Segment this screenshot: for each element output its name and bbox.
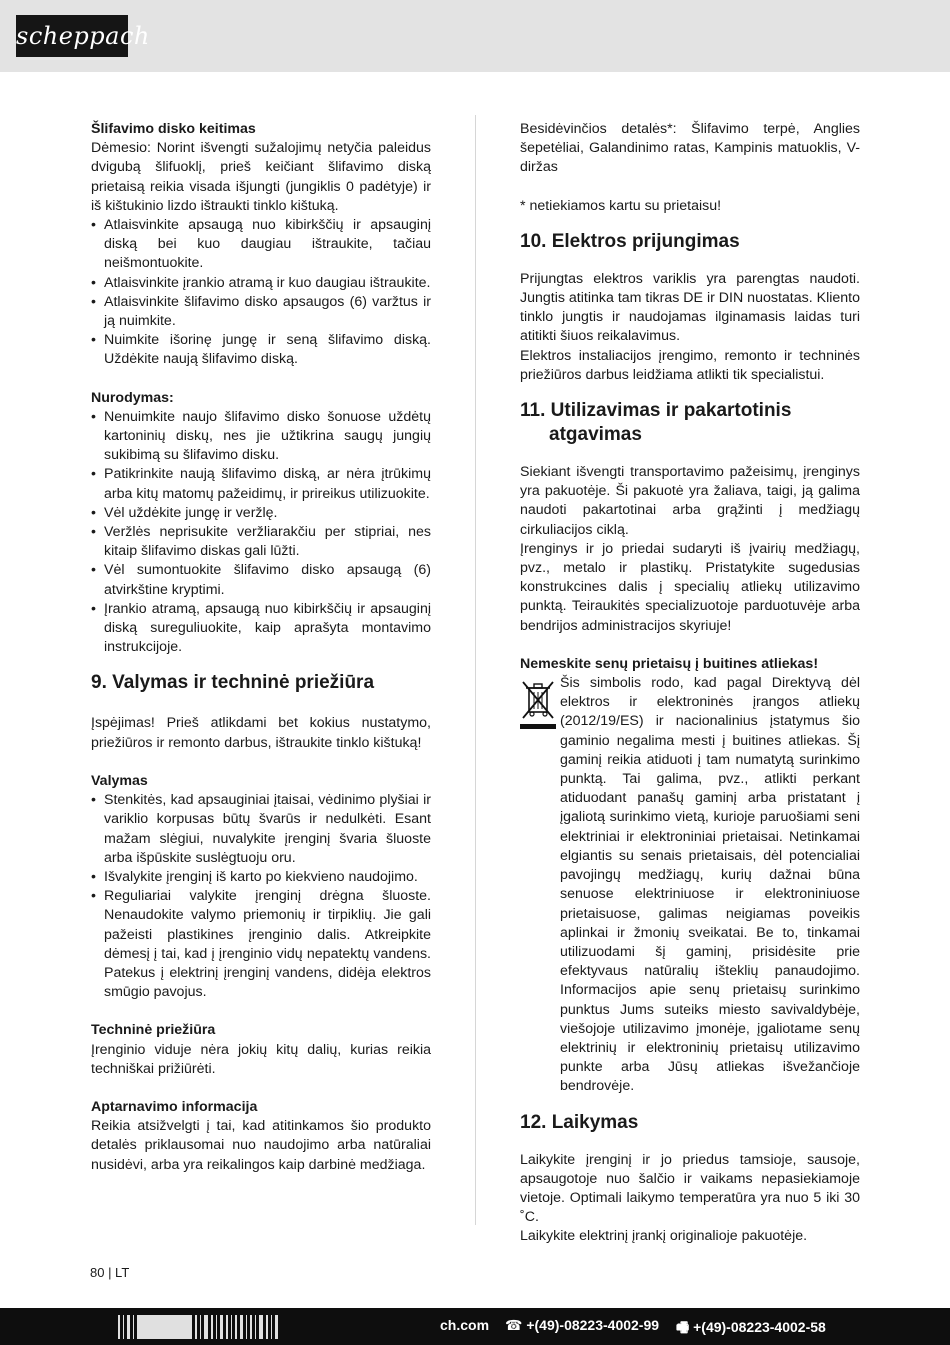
electrical-text-2: Elektros instaliacijos įrengimo, remonto ir techninės priežiūros darbus leidžiama atlikti tik specialistui.: [520, 347, 860, 383]
disc-change-warning: Dėmesio: Norint išvengti sužalojimų netyčia paleidus dvigubą šlifuoklį, prieš keičiant šlifavimo diską prietaisą reikia visada išjungti (jungiklis 0 padėtyje) ir iš kištukinio lizdo ištraukti tinklo kištuką.: [91, 140, 431, 214]
list-item: • Stenkitės, kad apsauginiai įtaisai, vėdinimo plyšiai ir variklio korpusas būtų švarūs ir nedulkėti. Esant mažam slėgiui, nuvalykite įrenginį švaria šluoste arba išpūskite suslėgtuoju oru.: [91, 791, 431, 868]
disposal-text: Siekiant išvengti transportavimo pažeisimų, įrenginys yra pakuotėje. Ši pakuotė yra žaliava, taigi, ją galima naudoti pakartotinai arba grąžinti į medžiagų cirkuliacijos ciklą.: [520, 464, 860, 538]
list-item: • Įrankio atramą, apsaugą nuo kibirkščių ir apsauginį diską sureguliuokite, kaip aprašyta montavimo instrukcijoje.: [91, 600, 431, 658]
footer-phone: ☎ +(49)-08223-4002-99: [505, 1317, 660, 1333]
section-title-disc-change: Šlifavimo disko keitimas: [91, 121, 256, 137]
wear-parts-footnote: * netiekiamos kartu su prietaisu!: [520, 197, 722, 214]
storage-text: Laikykite įrenginį ir jo priedus tamsioje, sausoje, apsaugotoje nuo šalčio ir vaikams nepasiekiamoje vietoje. Optimali laikymo temperatūra yra nuo 5 iki 30 ˚C.: [520, 1151, 860, 1226]
page-footer: [0, 1308, 950, 1345]
section-heading-12: 12. Laikymas: [520, 1111, 639, 1133]
service-text: Reikia atsižvelgti į tai, kad atitinkamos šio produkto detalės priklausomai nuo naudojimo arba natūraliai nusidėvi, arba yra reikalingos kaip darbinė medžiaga.: [91, 1118, 431, 1173]
list-item: • Išvalykite įrenginį iš karto po kiekvieno naudojimo.: [91, 868, 431, 887]
storage-text-2: Laikykite elektrinį įrankį originalioje pakuotėje.: [520, 1228, 808, 1245]
list-item: • Nuimkite išorinę jungę ir seną šlifavimo diską. Uždėkite naują šlifavimo diską.: [91, 331, 431, 369]
list-item: • Nenuimkite naujo šlifavimo disko šonuose uždėtų kartoninių diskų, nes jie užtikrina saugų jungių sukibimą su šlifavimo disku.: [91, 408, 431, 466]
list-item: • Vėl uždėkite jungę ir veržlę.: [91, 504, 431, 523]
note-list: [91, 408, 431, 658]
maintenance-title: Techninė priežiūra: [91, 1022, 216, 1039]
left-column: [91, 120, 431, 1175]
maintenance-text: Įrenginio viduje nėra jokių kitų dalių, kurias reikia techniškai prižiūrėti.: [91, 1041, 431, 1077]
disc-change-steps: [91, 216, 431, 370]
list-item: • Vėl sumontuokite šlifavimo disko apsaugą (6) atvirkštine kryptimi.: [91, 561, 431, 599]
cleaning-title: Valymas: [91, 772, 148, 789]
note-title: Nurodymas:: [91, 389, 174, 406]
service-title: Aptarnavimo informacija: [91, 1098, 258, 1115]
scheppach-logo: scheppach: [16, 15, 128, 57]
list-item: • Veržlės neprisukite veržliarakčiu per stipriai, nes kitaip šlifavimo diskas gali lūžti.: [91, 523, 431, 561]
maintenance-warning: Įspėjimas! Prieš atlikdami bet kokius nustatymo, priežiūros ir remonto darbus, ištraukite tinklo kištuką!: [91, 715, 431, 751]
electrical-text: Prijungtas elektros variklis yra parengtas naudoti. Jungtis atitinka tam tikras DE ir DIN nuostatas. Kliento tinklo jungtis ir naudojamas ilginamasis laidas turi atitikti šiuos reikalavimus.: [520, 270, 860, 345]
list-item: • Reguliariai valykite įrenginį drėgna šluoste. Nenaudokite valymo priemonių ir tirpiklių. Jie gali pažeisti plastikines įrenginio dalis. Atkreipkite dėmesį į tai, kad į įrenginio vidų nepatektų vandens. Patekus į elektrinį įrenginį vandens, didėja elektros smūgio pavojus.: [91, 887, 431, 1002]
section-heading-11: 11. Utilizavimas ir pakartotinis atgavimas: [520, 400, 792, 446]
right-column: [520, 120, 860, 1247]
disposal-text-2: Įrenginys ir jo priedai sudaryti iš įvairių medžiagų, pvz., metalo ir plastikų. Pristatykite sugedusias konstrukcines dalis į specialių atliekų utilizavimo punktą. Teiraukitės specializuotoje parduotuvėje arba bendrijos administracijos skyriuje!: [520, 540, 860, 634]
section-heading-10: 10. Elektros prijungimas: [520, 230, 740, 252]
barcode-graphic: [118, 1315, 438, 1339]
list-item: • Atlaisvinkite apsaugą nuo kibirkščių ir apsauginį diską bei kuo daugiau ištraukite, tačiau neišmontuokite.: [91, 216, 431, 274]
list-item: • Atlaisvinkite šlifavimo disko apsaugos (6) varžtus ir ją nuimkite.: [91, 293, 431, 331]
weee-text: Šis simbolis rodo, kad pagal Direktyvą dėl elektros ir elektroninės įrangos atliekų (2012/19/ES) ir nacionalinius įstatymus šio gaminio negalima mesti į buitines atliekas. Šį gaminį reikia atiduoti į tam numatytą surinkimo punktą. Tai galima, pvz., atlikti perkant atiduodant panašų gaminį arba pristatant į įgaliotą surinkimo vietą, kurioje paruošiami seni elektriniai ir elektroniniai prietaisai. Netinkamai elgiantis su senais prietaisais, dėl potencialiai pavojingų medžiagų, kurių dažnai būna senuose elektriniuose ir elektroniniuose prietaisuose, galimas neigiamas poveikis aplinkai ir žmonių sveikatai. Be to, tinkamai utilizuodami šį gaminį, prisidėsite prie efektyvaus natūralių išteklių panaudojimo. Informacijos apie senų prietaisų surinkimo punktus Jums suteiks miesto savivaldybėje, viešojoje utilizavimo įmonėje, įgaliotame senų elektrinių ir elektroninių prietaisų utilizavimo punkte arba Jūsų atliekas išvežančioje bendrovėje.: [560, 675, 860, 1095]
list-item: • Atlaisvinkite įrankio atramą ir kuo daugiau ištraukite.: [91, 274, 431, 293]
page-number: 80 | LT: [90, 1265, 130, 1280]
column-divider: [475, 115, 476, 1225]
footer-fax: 🖷 +(49)-08223-4002-58: [676, 1319, 826, 1335]
section-heading-9: 9. Valymas ir techninė priežiūra: [91, 672, 375, 694]
cleaning-list: [91, 791, 431, 1002]
weee-block: [520, 674, 860, 1096]
page-header: [0, 0, 950, 72]
crossed-bin-icon: [520, 680, 556, 730]
footer-website: ch.com: [440, 1317, 490, 1333]
list-item: • Patikrinkite naują šlifavimo diską, ar nėra įtrūkimų arba kitų matomų pažeidimų, ir prireikus utilizuokite.: [91, 465, 431, 503]
wear-parts-text: Besidėvinčios detalės*: Šlifavimo terpė, Anglies šepetėliai, Galandinimo ratas, Kampinis matuoklis, V-diržas: [520, 121, 860, 176]
weee-title: Nemeskite senų prietaisų į buitines atliekas!: [520, 655, 819, 672]
